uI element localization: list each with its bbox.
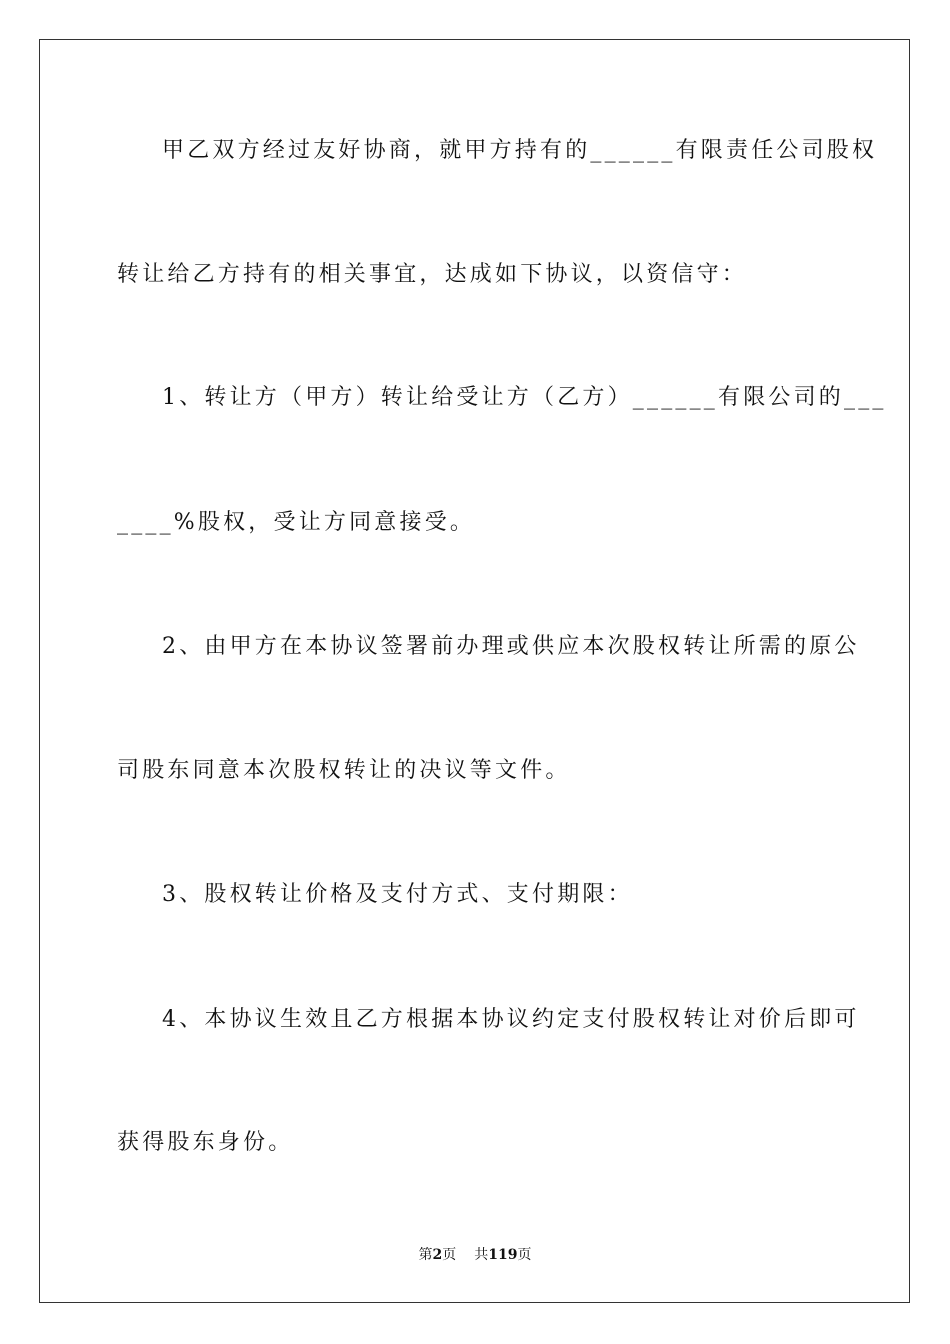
page-footer [0, 1245, 950, 1265]
footer-total-number: 119 [488, 1247, 518, 1263]
footer-total-prefix: 共 [474, 1247, 489, 1263]
paragraph-intro-line-1: 甲乙双方经过友好协商，就甲方持有的______有限责任公司股权 [162, 138, 878, 163]
footer-page-prefix: 第 [418, 1247, 433, 1263]
clause-1-line-1: 1、转让方（甲方）转让给受让方（乙方）______有限公司的___ [162, 385, 887, 410]
footer-page-number: 2 [432, 1247, 443, 1263]
footer-total-suffix: 页 [517, 1247, 532, 1263]
clause-1-line-2: ____%股权，受让方同意接受。 [117, 510, 476, 535]
page-border [39, 39, 910, 1303]
clause-4-line-2: 获得股东身份。 [117, 1130, 294, 1155]
clause-2-line-2: 司股东同意本次股权转让的决议等文件。 [117, 758, 571, 783]
footer-page-suffix: 页 [442, 1247, 457, 1263]
clause-4-line-1: 4、本协议生效且乙方根据本协议约定支付股权转让对价后即可 [162, 1007, 860, 1032]
paragraph-intro-line-2: 转让给乙方持有的相关事宜，达成如下协议，以资信守： [117, 262, 748, 287]
clause-2-line-1: 2、由甲方在本协议签署前办理或供应本次股权转让所需的原公 [162, 634, 860, 659]
clause-3-line-1: 3、股权转让价格及支付方式、支付期限： [162, 882, 633, 907]
